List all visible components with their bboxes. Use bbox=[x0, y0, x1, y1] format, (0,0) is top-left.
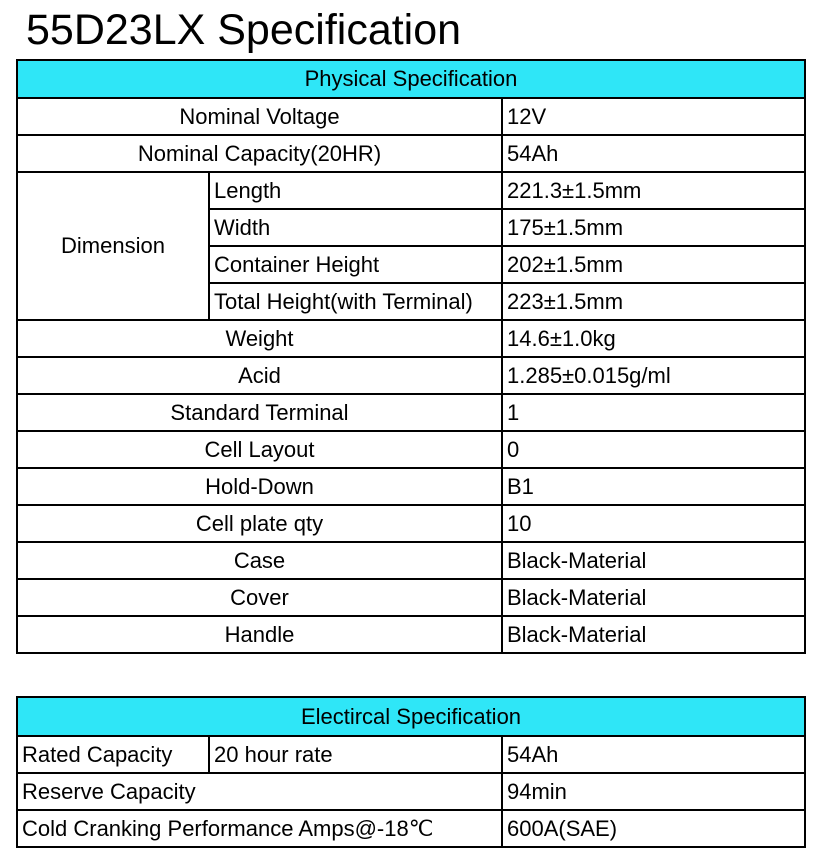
spec-value: 202±1.5mm bbox=[502, 246, 805, 283]
table-row bbox=[17, 431, 805, 468]
table-row bbox=[17, 98, 805, 135]
page-title: 55D23LX Specification bbox=[26, 6, 462, 54]
spec-label: Nominal Capacity(20HR) bbox=[17, 135, 502, 172]
table-row bbox=[17, 736, 805, 773]
table-row bbox=[17, 135, 805, 172]
spec-label: Cover bbox=[17, 579, 502, 616]
spec-label: Cell Layout bbox=[17, 431, 502, 468]
electrical-spec-table bbox=[16, 696, 806, 848]
spec-value: Black-Material bbox=[502, 579, 805, 616]
physical-spec-header: Physical Specification bbox=[17, 60, 805, 98]
spec-value: B1 bbox=[502, 468, 805, 505]
spec-value: 221.3±1.5mm bbox=[502, 172, 805, 209]
spec-label: Acid bbox=[17, 357, 502, 394]
table-row bbox=[17, 320, 805, 357]
spec-value: 0 bbox=[502, 431, 805, 468]
table-row bbox=[17, 357, 805, 394]
spec-label: Reserve Capacity bbox=[17, 773, 502, 810]
spec-label: Standard Terminal bbox=[17, 394, 502, 431]
spec-sublabel: 20 hour rate bbox=[209, 736, 502, 773]
spec-value: 54Ah bbox=[502, 135, 805, 172]
spec-value: 223±1.5mm bbox=[502, 283, 805, 320]
table-row bbox=[17, 810, 805, 847]
spec-sublabel: Total Height(with Terminal) bbox=[209, 283, 502, 320]
table-row bbox=[17, 505, 805, 542]
spec-sublabel: Container Height bbox=[209, 246, 502, 283]
spec-value: 94min bbox=[502, 773, 805, 810]
spec-value: 14.6±1.0kg bbox=[502, 320, 805, 357]
spec-sublabel: Length bbox=[209, 172, 502, 209]
table-row bbox=[17, 394, 805, 431]
spec-label: Cell plate qty bbox=[17, 505, 502, 542]
spec-label: Handle bbox=[17, 616, 502, 653]
spec-value: 1.285±0.015g/ml bbox=[502, 357, 805, 394]
spec-label: Hold-Down bbox=[17, 468, 502, 505]
electrical-spec-header: Electircal Specification bbox=[17, 697, 805, 736]
table-row bbox=[17, 616, 805, 653]
spec-label: Cold Cranking Performance Amps@-18℃ bbox=[17, 810, 502, 847]
physical-spec-table bbox=[16, 59, 806, 654]
spec-value: 600A(SAE) bbox=[502, 810, 805, 847]
spec-sublabel: Width bbox=[209, 209, 502, 246]
table-row bbox=[17, 773, 805, 810]
spec-label: Weight bbox=[17, 320, 502, 357]
spec-value: Black-Material bbox=[502, 616, 805, 653]
spec-value: 175±1.5mm bbox=[502, 209, 805, 246]
table-row bbox=[17, 172, 805, 209]
dimension-label: Dimension bbox=[17, 172, 209, 320]
spec-value: 10 bbox=[502, 505, 805, 542]
spec-value: 12V bbox=[502, 98, 805, 135]
spec-label: Rated Capacity bbox=[17, 736, 209, 773]
table-row bbox=[17, 579, 805, 616]
spec-value: 54Ah bbox=[502, 736, 805, 773]
spec-label: Nominal Voltage bbox=[17, 98, 502, 135]
spec-value: 1 bbox=[502, 394, 805, 431]
table-row bbox=[17, 468, 805, 505]
spec-label: Case bbox=[17, 542, 502, 579]
spec-value: Black-Material bbox=[502, 542, 805, 579]
table-row bbox=[17, 542, 805, 579]
